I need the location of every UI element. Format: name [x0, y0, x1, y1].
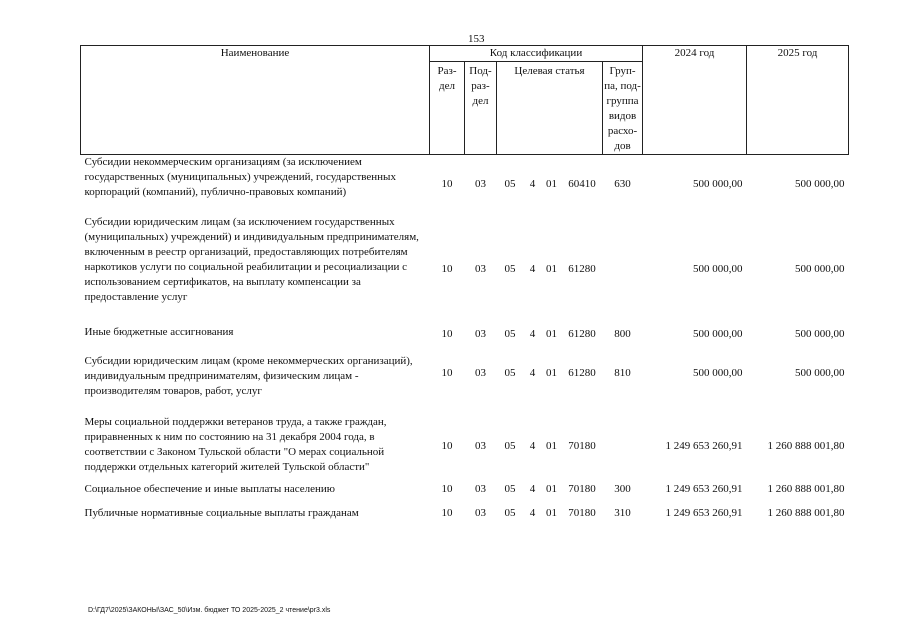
row-target-4: 70180 [568, 507, 596, 519]
row-section: 10 [441, 507, 453, 519]
row-value-2024: 500 000,00 [693, 328, 743, 340]
row-section: 10 [441, 439, 453, 452]
row-target-3: 01 [546, 507, 557, 519]
row-value-2025: 500 000,00 [795, 328, 845, 340]
row-group [603, 403, 643, 478]
row-value-2024: 500 000,00 [693, 367, 743, 379]
row-value-2025: 1 260 888 001,80 [767, 507, 845, 519]
header-subsection: Под- раз- дел [465, 62, 497, 155]
row-target-4: 61280 [568, 367, 596, 379]
row-target-1: 05 [504, 263, 516, 275]
table-row [81, 478, 849, 502]
row-target-1: 05 [504, 367, 516, 379]
row-target-2: 4 [529, 483, 536, 495]
table-row [81, 325, 849, 345]
row-target-1: 05 [504, 328, 516, 340]
row-subsection: 03 [475, 263, 486, 275]
row-group [603, 215, 643, 325]
row-group: 630 [614, 178, 631, 191]
row-target-2: 4 [529, 367, 536, 379]
row-target-3: 01 [546, 483, 557, 495]
row-section: 10 [441, 483, 453, 495]
table-row [81, 345, 849, 403]
header-year-2025: 2025 год [747, 46, 849, 155]
row-subsection: 03 [475, 178, 486, 191]
table-row [81, 403, 849, 478]
row-value-2025: 500 000,00 [795, 263, 845, 275]
row-target-3: 01 [546, 178, 557, 191]
row-target-4: 70180 [568, 483, 596, 495]
row-name: Публичные нормативные социальные выплаты гражданам [84, 507, 359, 519]
row-subsection: 03 [475, 328, 486, 340]
row-target-1: 05 [504, 483, 516, 495]
row-target-4: 70180 [568, 439, 596, 452]
row-section: 10 [441, 367, 453, 379]
row-name: Социальное обеспечение и иные выплаты населению [84, 483, 336, 495]
row-value-2024: 500 000,00 [693, 178, 743, 191]
row-subsection: 03 [475, 507, 486, 519]
row-group: 300 [614, 483, 631, 495]
budget-table [80, 45, 849, 526]
row-group: 800 [614, 328, 631, 340]
row-value-2024: 1 249 653 260,91 [665, 439, 743, 452]
header-classification: Код классификации [430, 46, 643, 62]
row-value-2025: 1 260 888 001,80 [767, 483, 845, 495]
row-value-2025: 500 000,00 [795, 367, 845, 379]
row-target-1: 05 [504, 178, 516, 191]
row-target-3: 01 [546, 439, 557, 452]
row-target-4: 60410 [568, 178, 596, 191]
table-row [81, 215, 849, 325]
row-target-4: 61280 [568, 263, 596, 275]
row-value-2024: 500 000,00 [693, 263, 743, 275]
row-section: 10 [441, 178, 453, 191]
header-expense-group: Груп- па, под- группа видов расхо- дов [603, 62, 643, 155]
row-target-1: 05 [504, 439, 516, 452]
row-name: Субсидии юридическим лицам (кроме некоммерческих организаций), индивидуальным предпринимателям, физическим лицам - производителям товаров, работ, услуг [84, 354, 413, 397]
row-section: 10 [441, 328, 453, 340]
header-section: Раз- дел [430, 62, 465, 155]
row-target-3: 01 [546, 367, 557, 379]
row-value-2025: 1 260 888 001,80 [767, 439, 845, 452]
header-target-item: Целевая статья [497, 62, 603, 155]
row-target-3: 01 [546, 328, 557, 340]
row-target-2: 4 [529, 507, 536, 519]
row-name: Субсидии юридическим лицам (за исключением государственных (муниципальных) учреждений) и индивидуальным предпринимателям, включенным в реестр организаций, предоставляющих потребителям наркотиков услуги по социальной реабилитации и ресоциализации с использованием сертификатов, на выплату компенсации за предоставление услуг [84, 215, 419, 303]
table-row [81, 502, 849, 526]
row-section: 10 [441, 263, 453, 275]
page-number: 153 [468, 33, 485, 45]
header-name: Наименование [81, 46, 430, 155]
row-target-2: 4 [529, 439, 536, 452]
row-target-2: 4 [529, 263, 536, 275]
row-group: 810 [614, 367, 631, 379]
row-subsection: 03 [475, 367, 486, 379]
row-value-2024: 1 249 653 260,91 [665, 507, 743, 519]
row-value-2025: 500 000,00 [795, 178, 845, 191]
row-subsection: 03 [475, 483, 486, 495]
header-year-2024: 2024 год [643, 46, 747, 155]
row-target-4: 61280 [568, 328, 596, 340]
row-name: Субсидии некоммерческим организациям (за исключением государственных (муниципальных) учреждений, государственных корпораций (компаний), публично-правовых компаний) [84, 156, 396, 198]
row-value-2024: 1 249 653 260,91 [665, 483, 743, 495]
row-subsection: 03 [475, 439, 486, 452]
row-target-3: 01 [546, 263, 557, 275]
row-group: 310 [614, 507, 631, 519]
table-row [81, 155, 849, 215]
row-name: Меры социальной поддержки ветеранов труда, а также граждан, приравненных к ним по состоянию на 31 декабря 2004 года, в соответствии с Законом Тульской области "О мерах социальной поддержки отдельных категорий жителей Тульской области" [84, 415, 387, 473]
row-target-1: 05 [504, 507, 516, 519]
row-target-2: 4 [529, 328, 536, 340]
row-name: Иные бюджетные ассигнования [84, 325, 234, 338]
row-target-2: 4 [529, 178, 536, 191]
footer-file-path: D:\ГД7\2025\ЗАКОНЫ\ЗАС_50\Изм. бюджет ТО 2025-2025_2 чтение\pr3.xls [88, 607, 331, 614]
